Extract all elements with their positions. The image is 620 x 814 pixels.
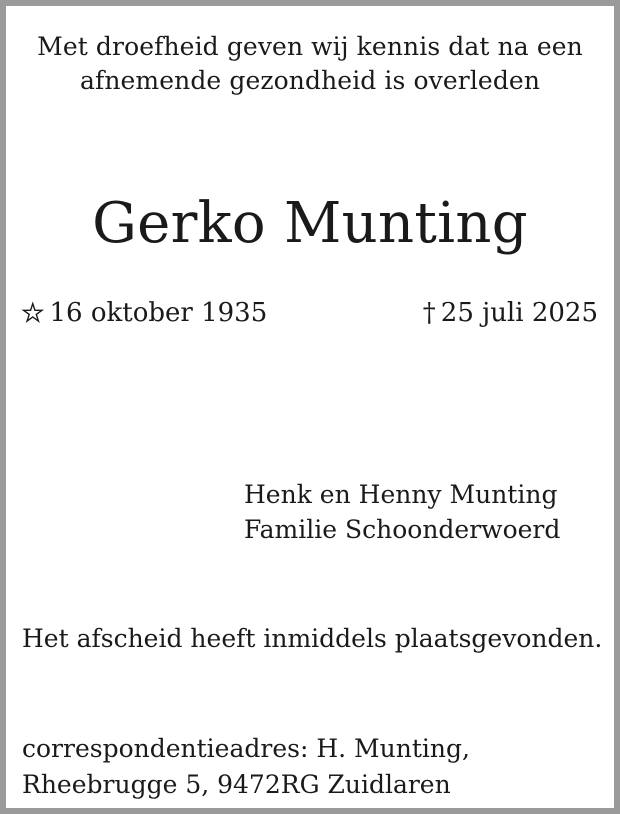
death-date-group bbox=[423, 293, 598, 333]
life-dates bbox=[22, 293, 598, 333]
intro-line-2: afnemende gezondheid is overleden bbox=[79, 66, 541, 95]
ceremony-note: Het afscheid heeft inmiddels plaatsgevonden. bbox=[22, 624, 603, 653]
address-line-1: correspondentieadres: H. Munting, bbox=[22, 734, 470, 763]
family-line-1: Henk en Henny Munting bbox=[244, 480, 558, 509]
star-icon: ★ bbox=[22, 299, 44, 327]
birth-date: 16 oktober 1935 bbox=[49, 298, 268, 328]
cross-icon: † bbox=[422, 298, 436, 328]
death-date: 25 juli 2025 bbox=[440, 298, 598, 328]
intro-line-1: Met droefheid geven wij kennis dat na een bbox=[37, 32, 583, 61]
family-line-2: Familie Schoonderwoerd bbox=[244, 515, 561, 544]
birth-date-group bbox=[22, 293, 267, 333]
address-line-2: Rheebrugge 5, 9472RG Zuidlaren bbox=[22, 770, 451, 799]
deceased-name: Gerko Munting bbox=[92, 191, 528, 256]
family-names bbox=[244, 477, 560, 547]
intro-text bbox=[6, 30, 614, 98]
correspondence-address bbox=[22, 731, 470, 803]
